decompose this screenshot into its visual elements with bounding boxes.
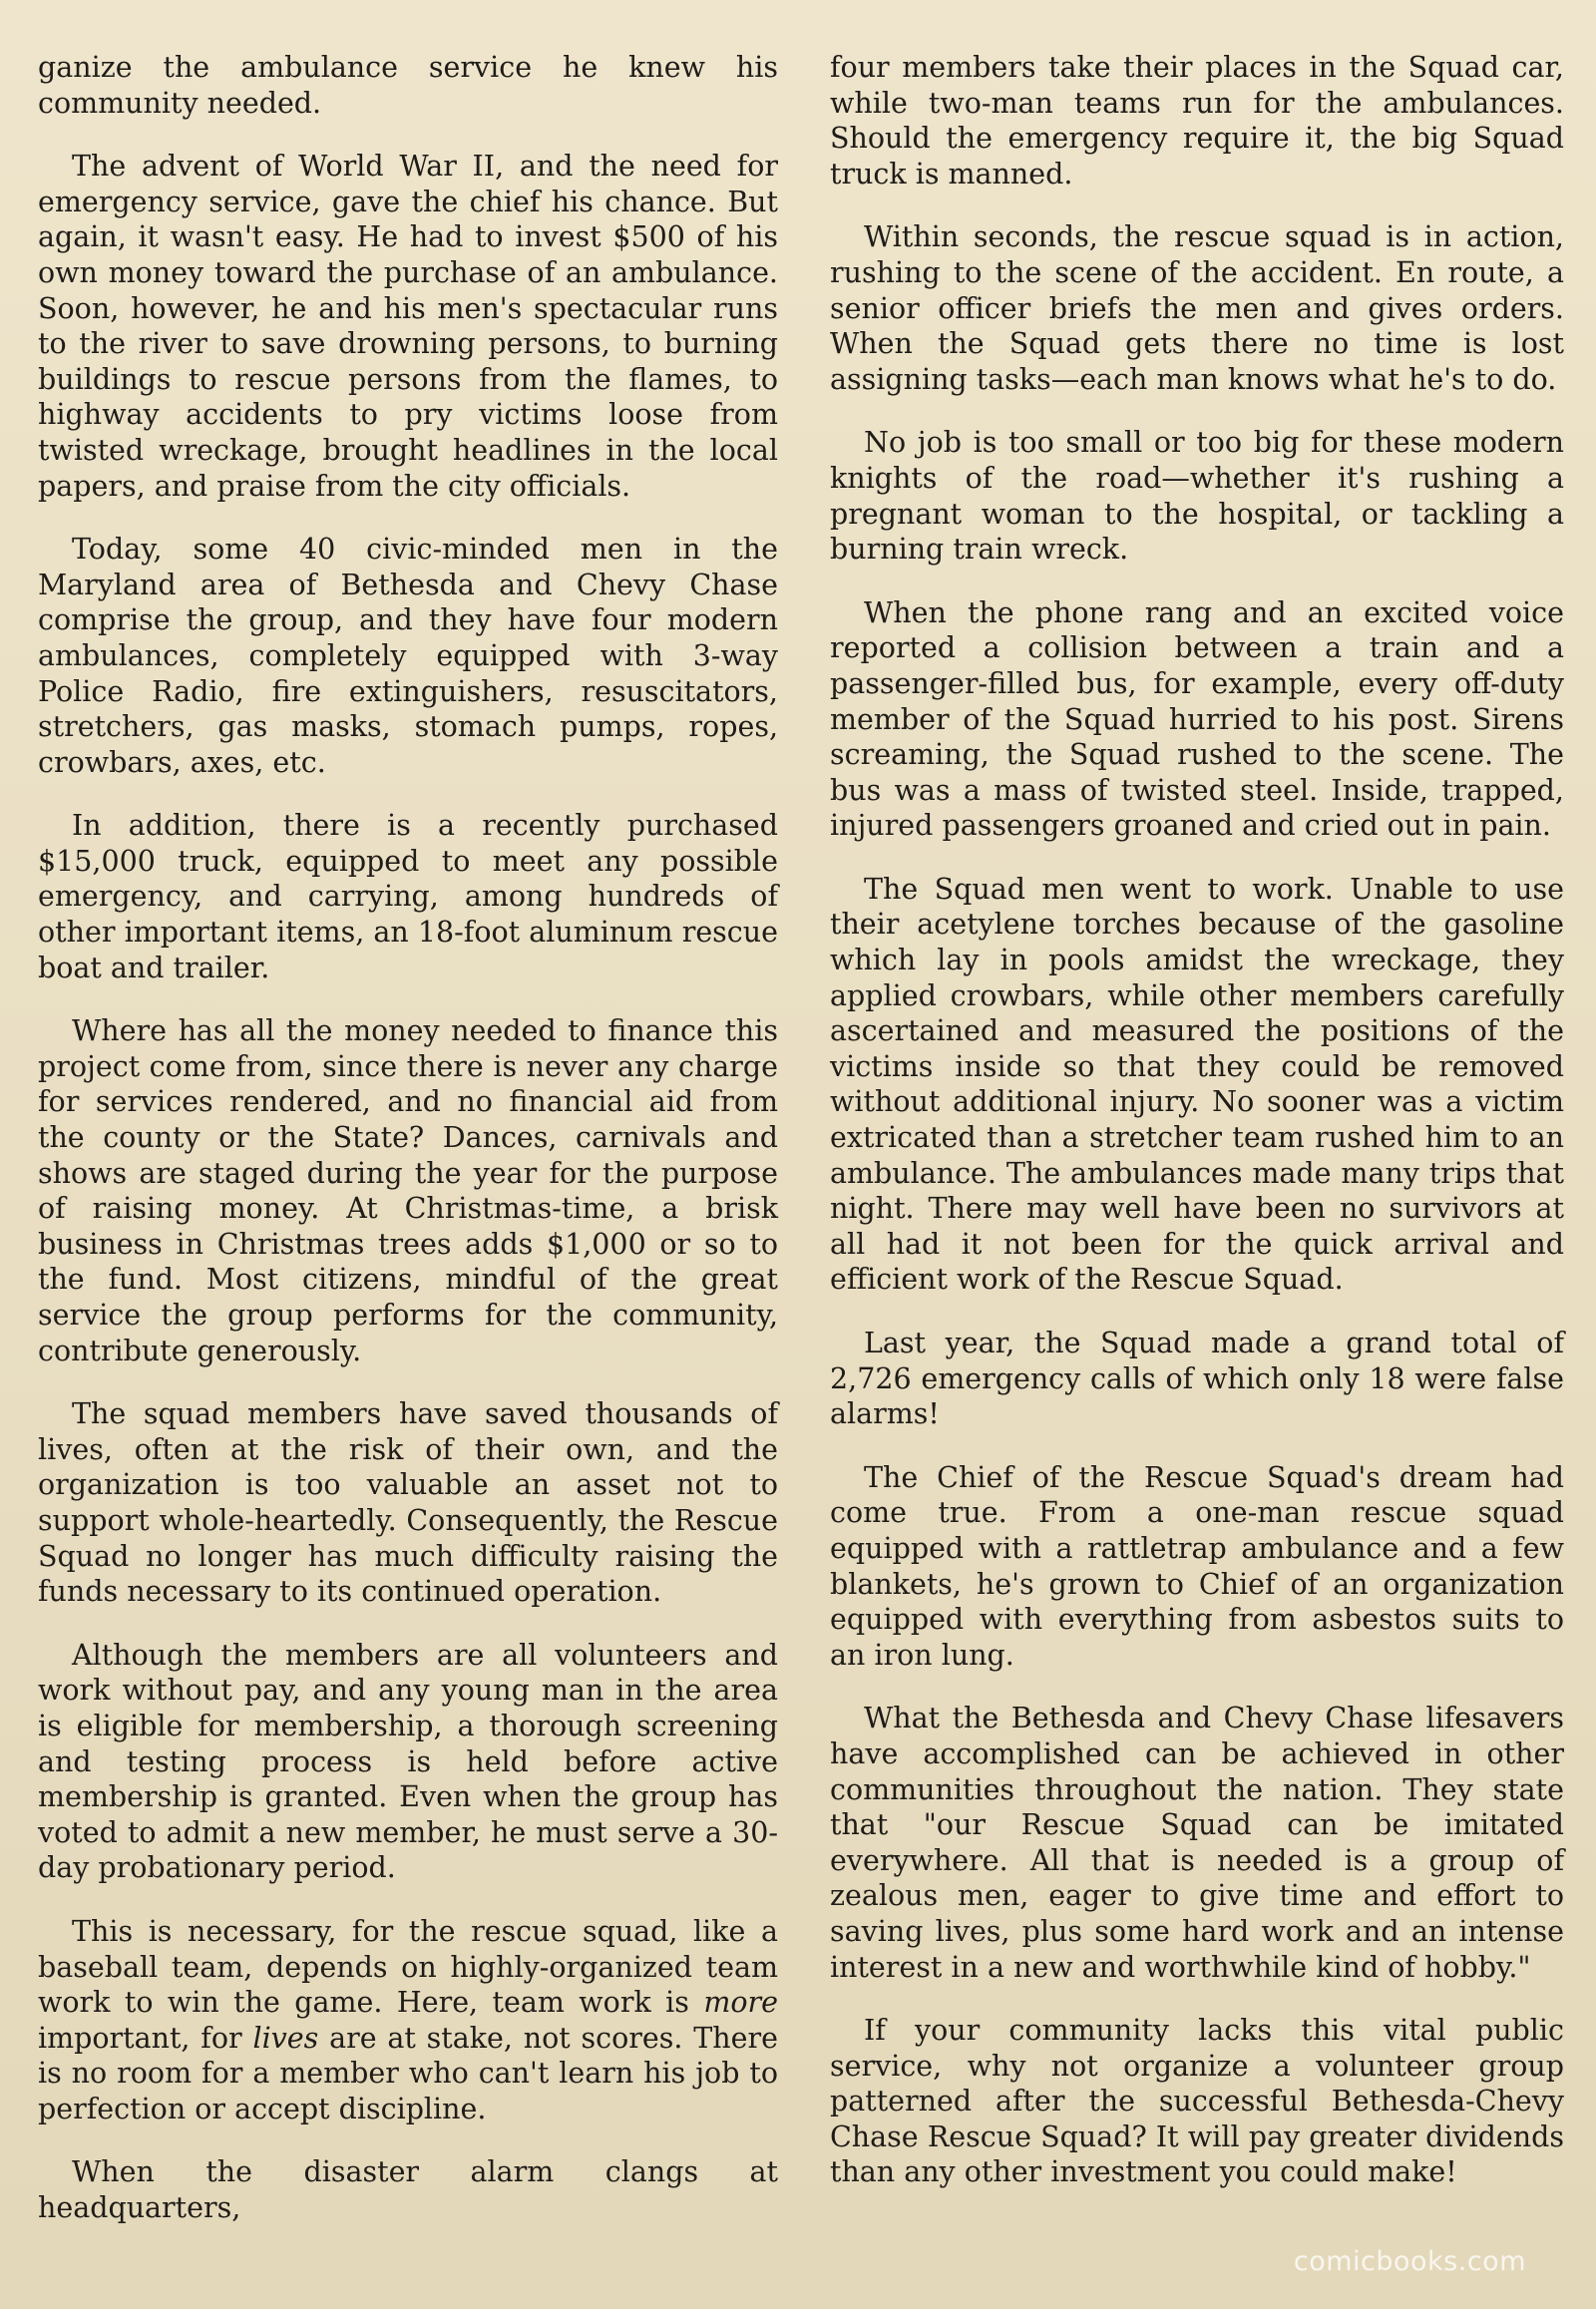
paragraph: The squad members have saved thousands of lives, often at the risk of their own, and the organization is too valuable an asset not to support whole-heartedly. Consequently, the Rescue Squad no longer has much difficulty raising the funds necessary to its continued operation. (38, 1397, 778, 1609)
italic-word: more (703, 1986, 778, 2020)
paragraph-text: important, for (38, 2021, 253, 2055)
italic-word: lives (252, 2021, 319, 2055)
paragraph: If your community lacks this vital public service, why not organize a volunteer group patterned after the successful Bethesda-Chevy Chase Rescue Squad? It will pay greater dividends than any other investment you could make! (830, 2014, 1564, 2189)
paragraph: No job is too small or too big for these modern knights of the road—whether it's rushing a pregnant woman to the hospital, or tackling a burning train wreck. (830, 426, 1564, 567)
paragraph: The Chief of the Rescue Squad's dream had come true. From a one-man rescue squad equipped with a rattletrap ambulance and a few blankets, he's grown to Chief of an organization equipped with everything from asbestos suits to an iron lung. (830, 1460, 1564, 1672)
paragraph-text: This is necessary, for the rescue squad, like a baseball team, depends on highly-organized team work to win the game. Here, team work is (38, 1914, 778, 2020)
paragraph: Although the members are all volunteers and work without pay, and any young man in the area is eligible for membership, a thorough screening and testing process is held before active membership is granted. Even when the group has voted to admit a new member, he must serve a 30-day probationary period. (38, 1638, 778, 1885)
right-text-column (830, 50, 1564, 2218)
paragraph: The Squad men went to work. Unable to use their acetylene torches because of the gasoline which lay in pools amidst the wreckage, they applied crowbars, while other members carefully ascertained and measured the positions of the victims inside so that they could be removed without additional injury. No sooner was a victim extricated than a stretcher team rushed him to an ambulance. The ambulances made many trips that night. There may well have been no survivors at all had it not been for the quick arrival and efficient work of the Rescue Squad. (830, 872, 1564, 1297)
paragraph: The advent of World War II, and the need for emergency service, gave the chief his chance. But again, it wasn't easy. He had to invest $500 of his own money toward the purchase of an ambulance. Soon, however, he and his men's spectacular runs to the river to save drowning persons, to burning buildings to rescue persons from the flames, to highway accidents to pry victims loose from twisted wreckage, brought headlines in the local papers, and praise from the city officials. (38, 150, 778, 503)
paragraph: Where has all the money needed to finance this project come from, since there is never any charge for services rendered, and no financial aid from the county or the State? Dances, carnivals and shows are staged during the year for the purpose of raising money. At Christmas-time, a brisk business in Christmas trees adds $1,000 or so to the fund. Most citizens, mindful of the great service the group performs for the community, contribute generously. (38, 1014, 778, 1367)
paragraph: When the disaster alarm clangs at headquarters, (38, 2155, 778, 2225)
paragraph: Last year, the Squad made a grand total of 2,726 emergency calls of which only 18 were false alarms! (830, 1327, 1564, 1431)
left-text-column (38, 50, 778, 2254)
paragraph: When the phone rang and an excited voice reported a collision between a train and a passenger-filled bus, for example, every off-duty member of the Squad hurried to his post. Sirens screaming, the Squad rushed to the scene. The bus was a mass of twisted steel. Inside, trapped, injured passengers groaned and cried out in pain. (830, 595, 1564, 843)
paragraph: four members take their places in the Squad car, while two-man teams run for the ambulances. Should the emergency require it, the big Squad truck is manned. (830, 51, 1564, 191)
paragraph (38, 1914, 778, 2127)
paragraph: Within seconds, the rescue squad is in action, rushing to the scene of the accident. En route, a senior officer briefs the men and gives orders. When the Squad gets there no time is lost assigning tasks—each man knows what he's to do. (830, 220, 1564, 396)
site-watermark: comicbooks.com (1293, 2246, 1526, 2277)
paragraph: ganize the ambulance service he knew his community needed. (38, 51, 778, 120)
paragraph-text: are at stake, not scores. There is no room for a member who can't learn his job to perfection or accept discipline. (38, 2021, 778, 2125)
paragraph: In addition, there is a recently purchased $15,000 truck, equipped to meet any possible emergency, and carrying, among hundreds of other important items, an 18-foot aluminum rescue boat and trailer. (38, 809, 778, 984)
paragraph: Today, some 40 civic-minded men in the Maryland area of Bethesda and Chevy Chase comprise the group, and they have four modern ambulances, completely equipped with 3-way Police Radio, fire extinguishers, resuscitators, stretchers, gas masks, stomach pumps, ropes, crowbars, axes, etc. (38, 533, 778, 779)
paragraph: What the Bethesda and Chevy Chase lifesavers have accomplished can be achieved in other communities throughout the nation. They state that "our Rescue Squad can be imitated everywhere. All that is needed is a group of zealous men, eager to give time and effort to saving lives, plus some hard work and an intense interest in a new and worthwhile kind of hobby." (830, 1702, 1564, 1984)
